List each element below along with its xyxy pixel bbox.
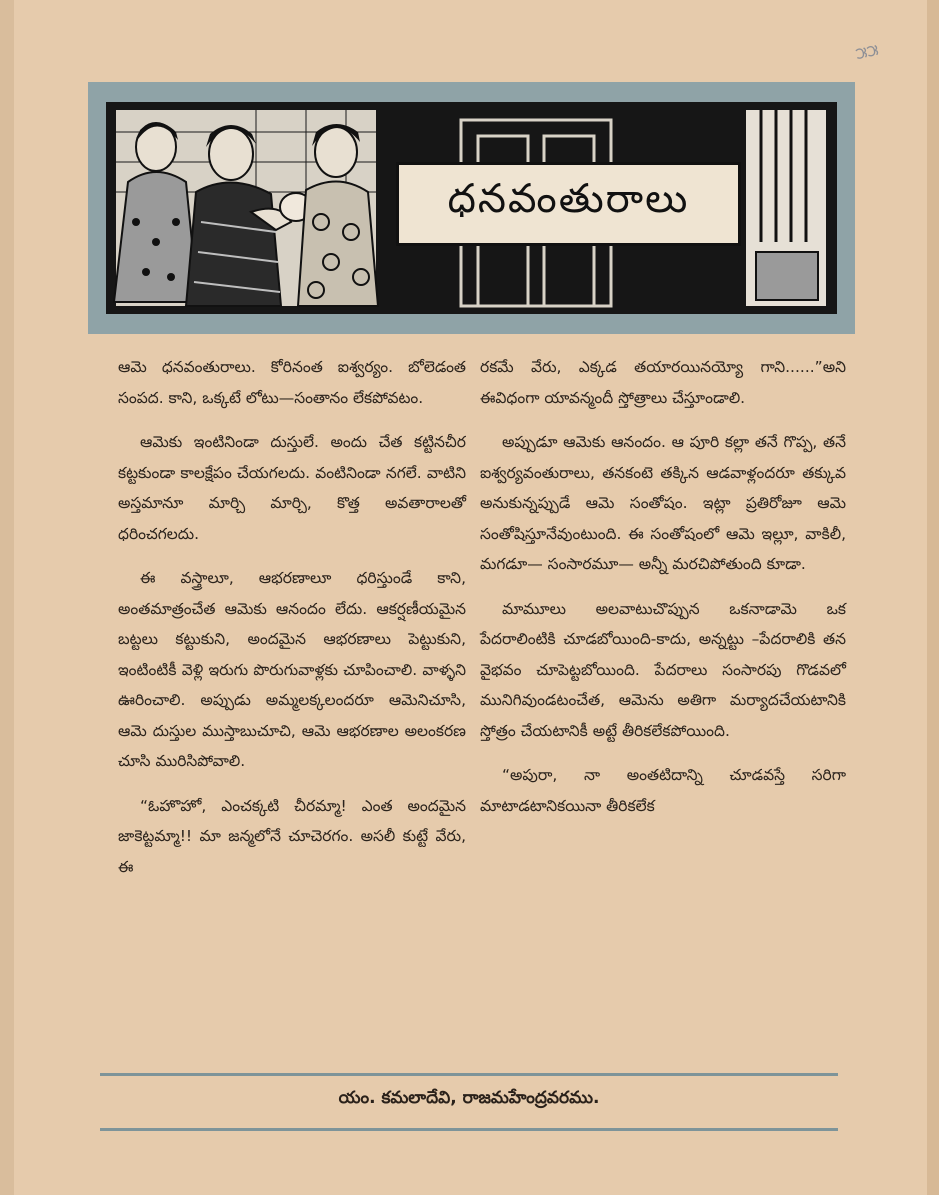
paragraph: “ఓహొహో, ఎంచక్కటి చీరమ్మా! ఎంత అందమైన జాకెట్టమ్మా!! మా జన్మలోనే చూచెరగం. అసలీ కుట్టే వేరు, ఈ xyxy=(118,796,466,876)
paragraph: మామూలు అలవాటుచొప్పున ఒకనాడామె ఒక పేదరాలింటికి చూడబోయింది-కాదు, అన్నట్టు –పేదరాలికి తన వైభవం చూపెట్టబోయింది. పేదరాలు సంసారపు గొడవలో మునిగివుండటంచేత, ఆమెను అతిగా మర్యాదచేయటానికి స్తోత్రం చేయటానికీ అట్టే తీరికలేకపోయింది. xyxy=(480,599,846,740)
divider-bottom xyxy=(100,1128,838,1131)
paragraph: ఆమెకు ఇంటినిండా దుస్తులే. అందు చేత కట్టినచీర కట్టకుండా కాలక్షేపం చేయగలదు. వంటినిండా నగలే. వాటిని అస్తమానూ మార్చి మార్చి, కొత్త అవతారాలతో ధరించగలదు. xyxy=(118,433,466,543)
banner-frame xyxy=(106,102,837,314)
paragraph: రకమే వేరు, ఎక్కడ తయారయినయ్యో గాని......”అని ఈవిధంగా యావన్మందీ స్తోత్రాలు చేస్తూండాలి. xyxy=(480,358,846,407)
divider-top xyxy=(100,1073,838,1076)
byline: యం. కమలాదేవి, రాజమహేంద్రవరము. xyxy=(338,1088,600,1108)
page-marker: ౫౫ xyxy=(853,39,881,64)
story-title: ధనవంతురాలు xyxy=(396,162,741,246)
paragraph: అప్పుడూ ఆమెకు ఆనందం. ఆ పూరి కల్లా తనే గొప్ప, తనే ఐశ్వర్యవంతురాలు, తనకంటె తక్కిన ఆడవాళ్లందరూ తక్కువ అనుకున్నప్పుడే ఆమె సంతోషం. ఇట్లా ప్రతిరోజూ ఆమె సంతోషిస్తూనేవుంటుంది. ఈ సంతోషంలో ఆమె ఇల్లూ, వాకిలీ, మగడూ— సంసారమూ— అన్నీ మరచిపోతుంది కూడా. xyxy=(480,433,846,573)
right-column xyxy=(480,352,846,835)
left-column xyxy=(118,352,466,896)
paragraph: ఆమె ధనవంతురాలు. కోరినంత ఐశ్వర్యం. బోలెడంత సంపద. కాని, ఒక్కటే లోటు—సంతానం లేకపోవటం. xyxy=(118,358,466,407)
paragraph: “అపురా, నా అంతటిదాన్ని చూడవస్తే సరిగా మాటాడటానికయినా తీరికలేక xyxy=(480,766,846,815)
story-banner xyxy=(88,82,855,334)
paragraph: ఈ వస్త్రాలూ, ఆభరణాలూ ధరిస్తుండే కాని, అంతమాత్రంచేత ఆమెకు ఆనందం లేదు. ఆకర్షణీయమైన బట్టలు కట్టుకుని, అందమైన ఆభరణాలు పెట్టుకుని, ఇంటింటికీ వెళ్లి ఇరుగు పొరుగువాళ్లకు చూపించాలి. వాళ్ళని ఊరించాలి. అప్పుడు అమ్మలక్కలందరూ ఆమెనిచూసి, ఆమె దుస్తుల ముస్తాబుచూచి, ఆమె ఆభరణాల అలంకరణ చూసి మురిసిపోవాలి. xyxy=(118,569,466,770)
